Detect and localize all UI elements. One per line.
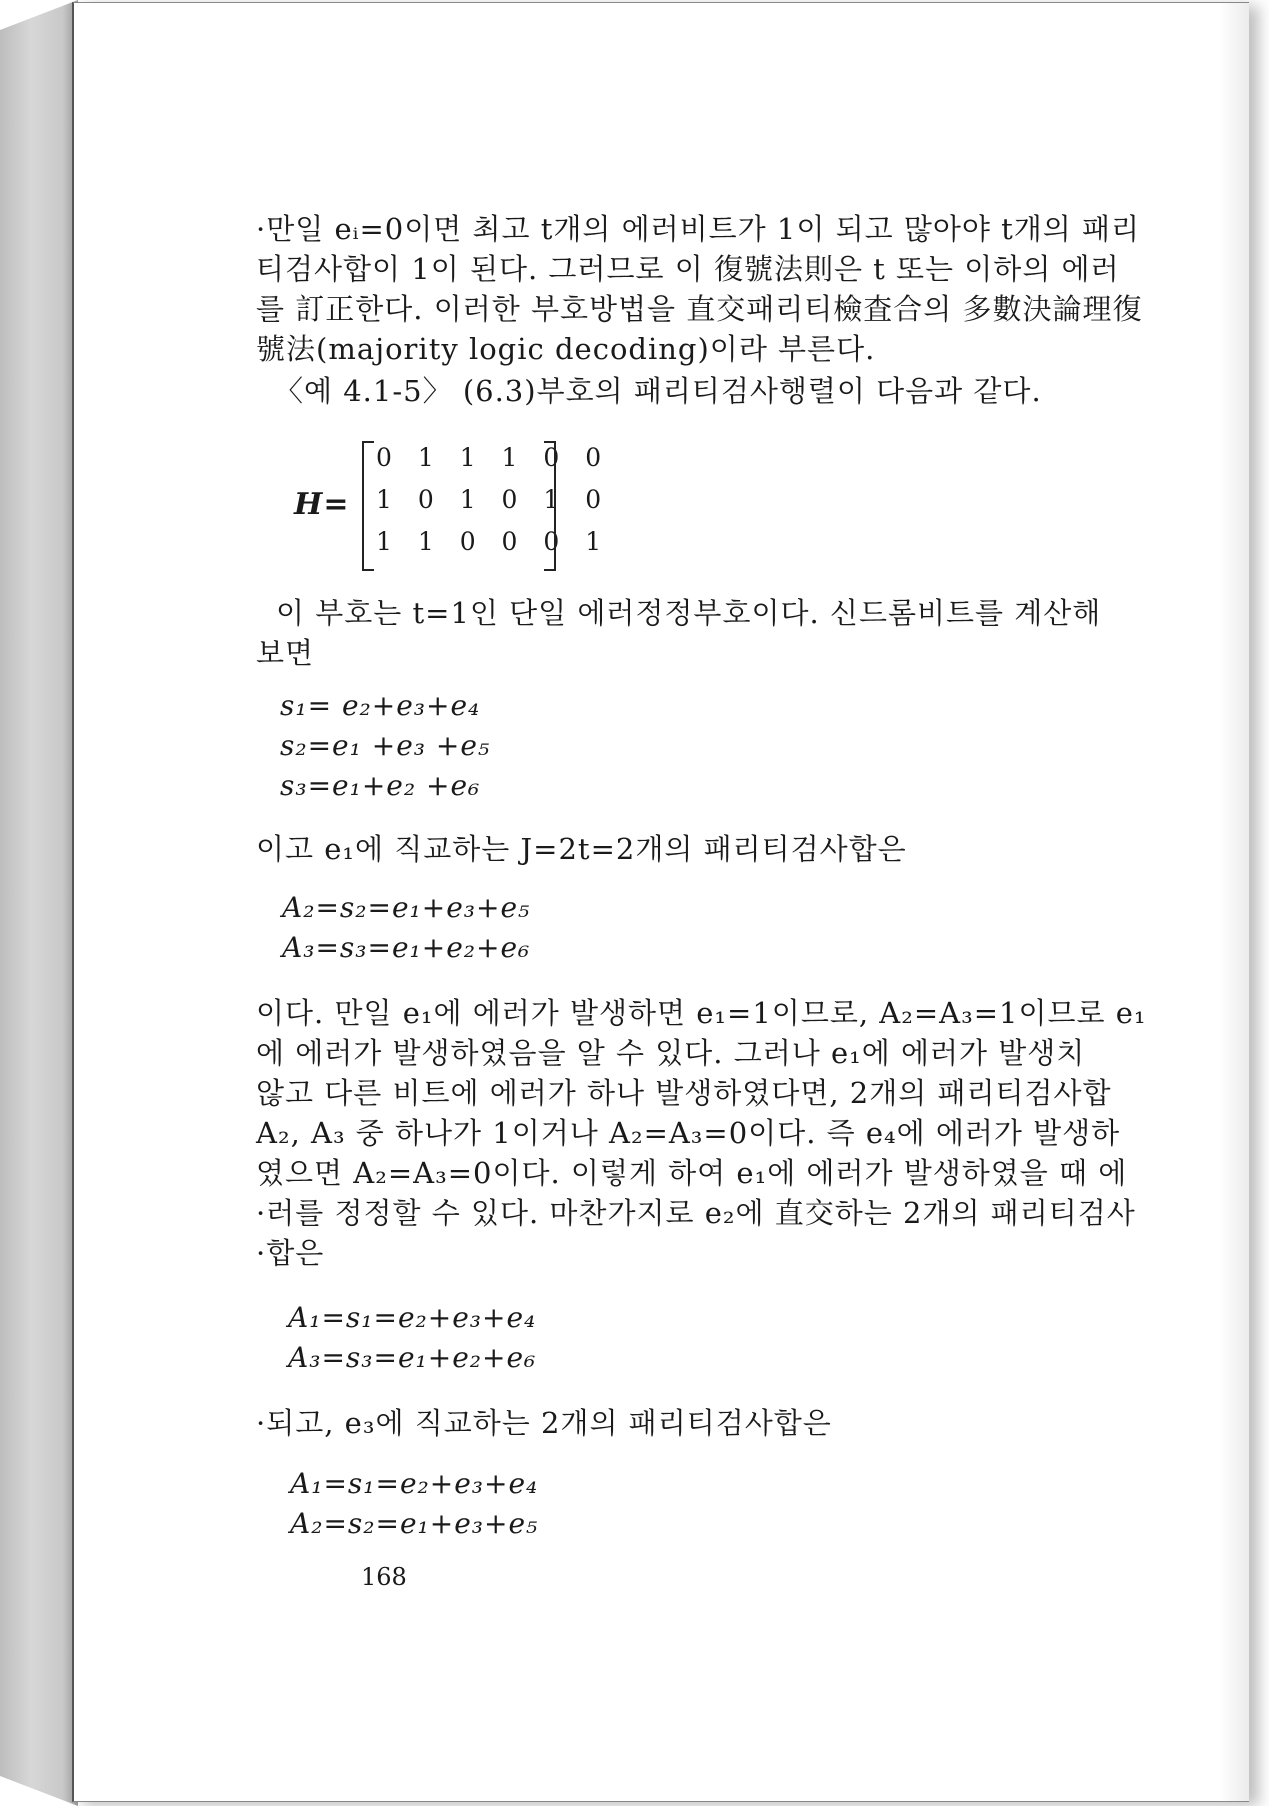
page-number: 168 (361, 1563, 407, 1591)
matrix-row: 1 0 1 0 1 0 (376, 485, 611, 514)
matrix-row: 1 1 0 0 0 1 (376, 527, 611, 556)
check-sum-equation: A₃=s₃=e₁+e₂+e₆ (282, 931, 531, 964)
check-sum-equation: A₁=s₁=e₂+e₃+e₄ (290, 1467, 539, 1500)
text-line: 였으면 A₂=A₃=0이다. 이렇게 하여 e₁에 에러가 발생하였을 때 에 (256, 1156, 1128, 1190)
text-line: ·만일 eᵢ=0이면 최고 t개의 에러비트가 1이 되고 많아야 t개의 패리 (256, 212, 1141, 246)
text-line: ·러를 정정할 수 있다. 마찬가지로 e₂에 直交하는 2개의 패리티검사 (256, 1196, 1136, 1230)
text-line: 티검사합이 1이 된다. 그러므로 이 復號法則은 t 또는 이하의 에러 (256, 252, 1120, 286)
matrix-row: 0 1 1 1 0 0 (376, 443, 611, 472)
text-line: 에 에러가 발생하였음을 알 수 있다. 그러나 e₁에 에러가 발생치 (256, 1036, 1086, 1070)
text-line: ·되고, e₃에 직교하는 2개의 패리티검사합은 (256, 1406, 832, 1440)
syndrome-equation: s₂=e₁ +e₃ +e₅ (280, 729, 491, 762)
text-line: 를 訂正한다. 이러한 부호방법을 直交패리티檢査合의 多數決論理復 (256, 292, 1143, 326)
page-edge-shadow (1219, 3, 1249, 1801)
book-spine (0, 0, 78, 1806)
check-sum-equation: A₁=s₁=e₂+e₃+e₄ (288, 1301, 537, 1334)
example-heading: 〈예 4.1-5〉 (6.3)부호의 패리티검사행렬이 다음과 같다. (274, 374, 1042, 408)
check-sum-equation: A₂=s₂=e₁+e₃+e₅ (282, 891, 531, 924)
text-line: ·합은 (256, 1236, 325, 1270)
check-sum-equation: A₃=s₃=e₁+e₂+e₆ (288, 1341, 537, 1374)
matrix-right-bracket (544, 441, 556, 571)
text-line: 이 부호는 t=1인 단일 에러정정부호이다. 신드롬비트를 계산해 (276, 596, 1102, 630)
matrix-left-bracket (362, 441, 374, 571)
matrix-label: H= (294, 487, 350, 522)
text-line: 보면 (256, 636, 315, 670)
text-line: A₂, A₃ 중 하나가 1이거나 A₂=A₃=0이다. 즉 e₄에 에러가 발생하 (256, 1116, 1121, 1150)
text-line: 이다. 만일 e₁에 에러가 발생하면 e₁=1이므로, A₂=A₃=1이므로 e₁ (256, 996, 1147, 1030)
syndrome-equation: s₃=e₁+e₂ +e₆ (280, 769, 481, 802)
text-line: 이고 e₁에 직교하는 J=2t=2개의 패리티검사합은 (256, 832, 907, 866)
text-line: 않고 다른 비트에 에러가 하나 발생하였다면, 2개의 패리티검사합 (256, 1076, 1112, 1110)
syndrome-equation: s₁= e₂+e₃+e₄ (280, 689, 481, 722)
book-page (72, 2, 1249, 1802)
check-sum-equation: A₂=s₂=e₁+e₃+e₅ (290, 1507, 539, 1540)
text-line: 號法(majority logic decoding)이라 부른다. (256, 332, 876, 366)
